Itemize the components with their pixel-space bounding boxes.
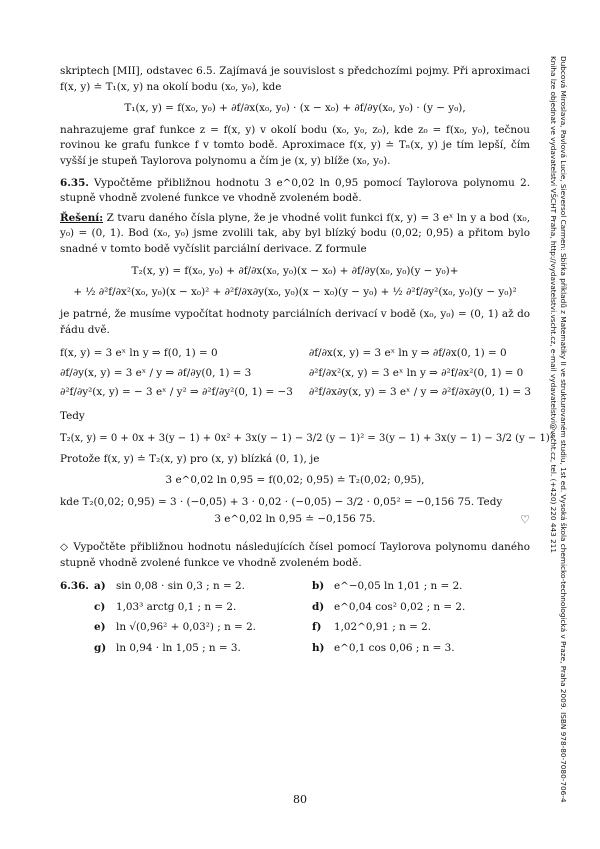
end-of-solution-icon: ♡ [520,512,530,526]
derivative-fxx: ∂²f/∂x²(x, y) = 3 eˣ ln y ⇒ ∂²f/∂x²(0, 1) = 0 [308,366,524,379]
derivative-fy: ∂f/∂y(x, y) = 3 eˣ / y ⇒ ∂f/∂y(0, 1) = 3 [60,366,252,379]
derivatives-intro: je patrné, že musíme vypočítat hodnoty parciálních derivací v bodě (x₀, y₀) = (0, 1) až do řádu dvě. [60,307,530,336]
intro-paragraph-1: skriptech [MII], odstavec 6.5. Zajímavá je souvislost s předchozími pojmy. Při aproximaci f(x, y) ≐ T₁(x, y) na okolí bodu (x₀, y₀), kde [60,65,530,93]
derivative-f: f(x, y) = 3 eˣ ln y ⇒ f(0, 1) = 0 [60,347,218,360]
side-citation-line-1: Dubcová Miroslava, Pavlová Lucie, Sieversol Carmen: Sbírka příkladů z Matematiky II ve strukturovaném studiu, 1st ed. Vysoká škola chemicko-technologická v Praze, Praha 2009. ISBN 978-80-7080-706-4 [559,56,568,803]
derivative-fxy: ∂²f/∂x∂y(x, y) = 3 eˣ / y ⇒ ∂²f/∂x∂y(0, 1) = 3 [308,386,531,399]
computation-paragraph: kde T₂(0,02; 0,95) = 3 · (−0,05) + 3 · 0,02 · (−0,05) − 3/2 · 0,05² = −0,156 75. Tedy [60,495,503,508]
equation-t2-result: T₂(x, y) = 0 + 0x + 3(y − 1) + 0x² + 3x(y − 1) − 3/2 (y − 1)² = 3(y − 1) + 3x(y − 1) − 3/2 (y − 1)². [60,432,557,444]
exercise-number: 6.36. [60,580,89,593]
exercise-item-d: d) e^0,04 cos² 0,02 ; n = 2. [312,600,466,613]
exercise-diamond-icon: ◇ [60,541,70,554]
side-citation-line-2: Kniha lze objednat ve vydavatelství VŠCHT Praha, http://vydavatelstvi.vscht.cz, e-mail vydavatelstvi@vscht.cz, tel. (+420) 220 443 211 [549,56,558,554]
exercise-text: Vypočtěte přibližnou hodnotu následujících čísel pomocí Taylorova polynomu daného stupně vhodně zvolené funkce ve vhodně zvoleném bodě. [60,541,530,569]
approx-paragraph: Protože f(x, y) ≐ T₂(x, y) pro (x, y) blízká (0, 1), je [60,452,320,465]
intro-paragraph-2: nahrazujeme graf funkce z = f(x, y) v okolí bodu (x₀, y₀, z₀), kde z₀ = f(x₀, y₀), tečnou rovinou ke grafu funkce f v tomto bodě. Aproximace f(x, y) ≐ Tₙ(x, y) je tím lepší, čím vyšší je stupeň Taylorova polynomu a čím je (x, y) blíže (x₀, y₀). [60,123,530,168]
exercise-list [60,579,530,656]
derivative-fx: ∂f/∂x(x, y) = 3 eˣ ln y ⇒ ∂f/∂x(0, 1) = 0 [308,347,507,360]
exercise-item-h: h) e^0,1 cos 0,06 ; n = 3. [312,642,455,655]
problem-text: Vypočtěme přibližnou hodnotu 3 e^0,02 ln 0,95 pomocí Taylorova polynomu 2. stupně vhodně zvolené funkce ve vhodně zvoleném bodě. [60,176,530,205]
exercise-item-a: a) sin 0,08 · sin 0,3 ; n = 2. [94,580,245,593]
tedy-label: Tedy [60,409,85,422]
side-citation [548,56,568,816]
derivatives-table [60,346,530,401]
exercise-item-b: b) e^−0,05 ln 1,01 ; n = 2. [312,580,463,593]
page-number: 80 [293,793,307,806]
equation-t2-line1: T₂(x, y) = f(x₀, y₀) + ∂f/∂x(x₀, y₀)(x − x₀) + ∂f/∂y(x₀, y₀)(y − y₀)+ [131,264,459,277]
solution-text: Z tvaru daného čísla plyne, že je vhodné volit funkci f(x, y) = 3 eˣ ln y a bod (x₀, y₀) = (0, 1). Bod (x₀, y₀) jsme zvolili tak, aby byl blízký bodu (0,02; 0,95) a přitom bylo snadné v tomto bodě vyčíslit parciální derivace. Z formule [60,211,530,256]
equation-final: 3 e^0,02 ln 0,95 ≐ −0,156 75. [214,513,376,526]
equation-t2-line2: + ½ ∂²f/∂x²(x₀, y₀)(x − x₀)² + ∂²f/∂x∂y(x₀, y₀)(x − x₀)(y − y₀) + ½ ∂²f/∂y²(x₀, y₀)(y − y₀)² [73,286,517,299]
solution-label: Řešení: [60,211,104,224]
equation-t1: T₁(x, y) = f(x₀, y₀) + ∂f/∂x(x₀, y₀) · (x − x₀) + ∂f/∂y(x₀, y₀) · (y − y₀), [124,102,466,115]
exercise-item-e: e) ln √(0,96² + 0,03²) ; n = 2. [94,621,256,634]
exercise-item-g: g) ln 0,94 · ln 1,05 ; n = 3. [94,642,241,655]
problem-6-35 [60,176,530,207]
exercise-item-f: f) 1,02^0,91 ; n = 2. [312,621,432,634]
problem-number: 6.35. [60,176,89,189]
exercise-item-c: c) 1,03³ arctg 0,1 ; n = 2. [94,600,237,613]
equation-approx: 3 e^0,02 ln 0,95 = f(0,02; 0,95) ≐ T₂(0,02; 0,95), [165,474,425,487]
derivative-fyy: ∂²f/∂y²(x, y) = − 3 eˣ / y² ⇒ ∂²f/∂y²(0, 1) = −3 [60,386,293,399]
